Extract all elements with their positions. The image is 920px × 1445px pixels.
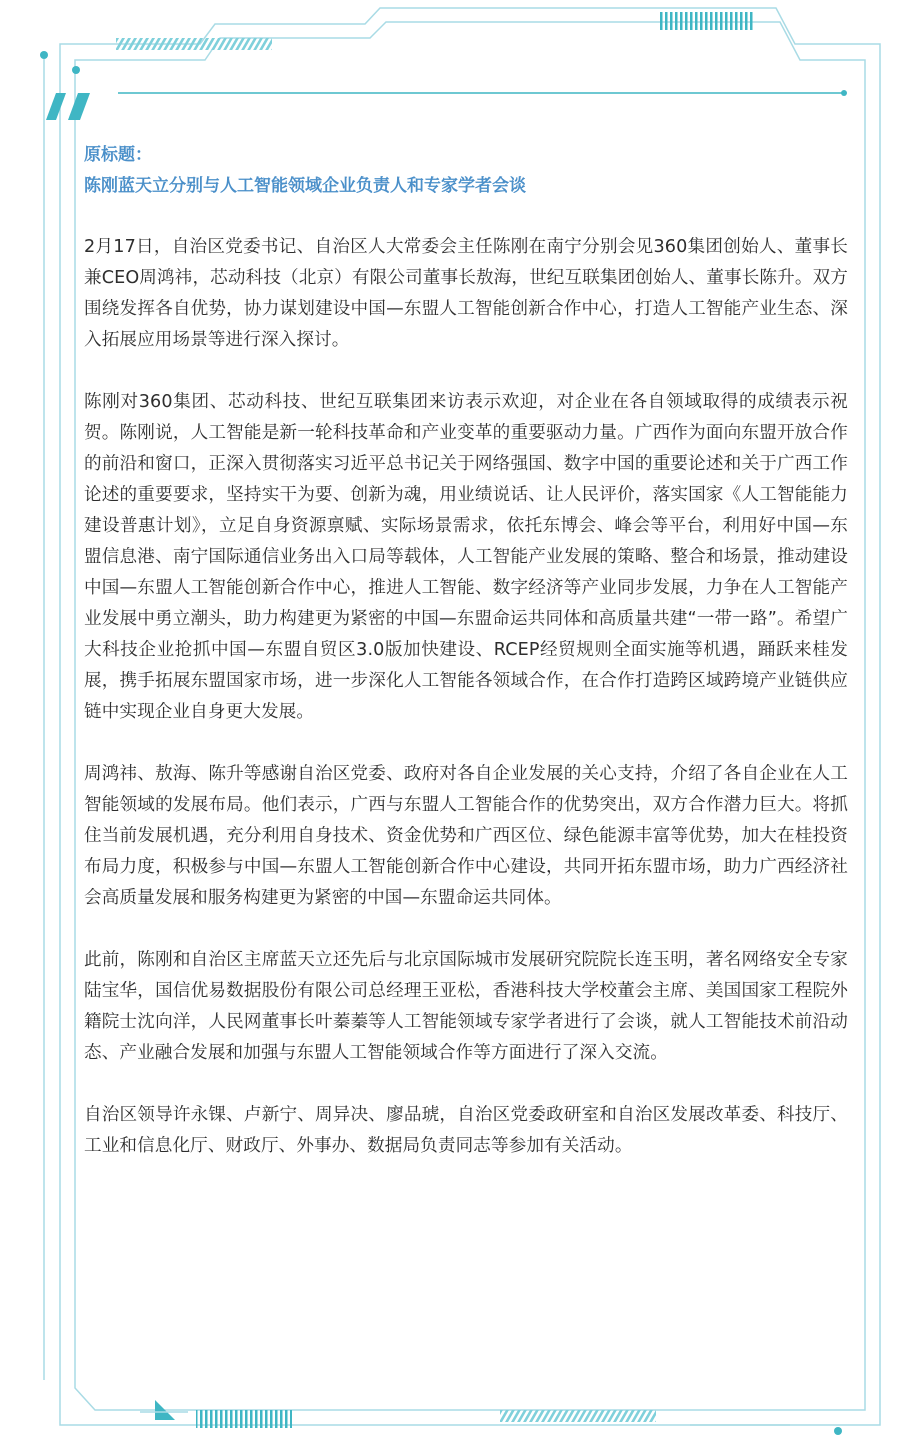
bottom-right-hatched-bar [500, 1410, 656, 1422]
header-rule-end-dot [841, 90, 847, 96]
article-body [84, 140, 848, 1162]
original-title-label: 原标题： [84, 145, 152, 165]
paragraph-1: 2月17日，自治区党委书记、自治区人大常委会主任陈刚在南宁分别会见360集团创始人、董事长兼CEO周鸿祎，芯动科技（北京）有限公司董事长敖海，世纪互联集团创始人、董事长陈升。双方围绕发挥各自优势，协力谋划建设中国—东盟人工智能创新合作中心，打造人工智能产业生态、深入拓展应用场景等进行深入探讨。 [84, 237, 848, 350]
paragraph-3: 周鸿祎、敖海、陈升等感谢自治区党委、政府对各自企业发展的关心支持，介绍了各自企业在人工智能领域的发展布局。他们表示，广西与东盟人工智能合作的优势突出，双方合作潜力巨大。将抓住当前发展机遇，充分利用自身技术、资金优势和广西区位、绿色能源丰富等优势，加大在桂投资布局力度，积极参与中国—东盟人工智能创新合作中心建设，共同开拓东盟市场，助力广西经济社会高质量发展和服务构建更为紧密的中国—东盟命运共同体。 [84, 764, 848, 908]
bottom-bar-blocks [196, 1410, 292, 1428]
top-left-hatched-bar [116, 38, 272, 50]
bottom-right-ornament-dot [834, 1427, 842, 1435]
left-ornament-dot-upper [40, 51, 48, 59]
accent-slash-2 [68, 93, 90, 120]
paragraph-5: 自治区领导许永锞、卢新宁、周异决、廖品琥，自治区党委政研室和自治区发展改革委、科技厅、工业和信息化厅、财政厅、外事办、数据局负责同志等参加有关活动。 [84, 1105, 848, 1156]
original-title: 陈刚蓝天立分别与人工智能领域企业负责人和专家学者会谈 [84, 176, 526, 196]
paragraph-4: 此前，陈刚和自治区主席蓝天立还先后与北京国际城市发展研究院院长连玉明，著名网络安全专家陆宝华，国信优易数据股份有限公司总经理王亚松，香港科技大学校董会主席、美国国家工程院外籍院士沈向洋，人民网董事长叶蓁蓁等人工智能领域专家学者进行了会谈，就人工智能技术前沿动态、产业融合发展和加强与东盟人工智能领域合作等方面进行了深入交流。 [84, 950, 848, 1063]
top-right-bar-blocks [658, 12, 754, 30]
left-ornament-dot-lower [72, 66, 80, 74]
accent-slash-1 [46, 93, 66, 120]
paragraph-2: 陈刚对360集团、芯动科技、世纪互联集团来访表示欢迎，对企业在各自领域取得的成绩表示祝贺。陈刚说，人工智能是新一轮科技革命和产业变革的重要驱动力量。广西作为面向东盟开放合作的前沿和窗口，正深入贯彻落实习近平总书记关于网络强国、数字中国的重要论述和关于广西工作论述的重要要求，坚持实干为要、创新为魂，用业绩说话、让人民评价，落实国家《人工智能能力建设普惠计划》，立足自身资源禀赋、实际场景需求，依托东博会、峰会等平台，利用好中国—东盟信息港、南宁国际通信业务出入口局等载体，人工智能产业发展的策略、整合和场景，推动建设中国—东盟人工智能创新合作中心，推进人工智能、数字经济等产业同步发展，力争在人工智能产业发展中勇立潮头，助力构建更为紧密的中国—东盟命运共同体和高质量共建“一带一路”。希望广大科技企业抢抓中国—东盟自贸区3.0版加快建设、RCEP经贸规则全面实施等机遇，踊跃来桂发展，携手拓展东盟国家市场，进一步深化人工智能各领域合作，在合作打造跨区域跨境产业链供应链中实现企业自身更大发展。 [84, 392, 848, 722]
